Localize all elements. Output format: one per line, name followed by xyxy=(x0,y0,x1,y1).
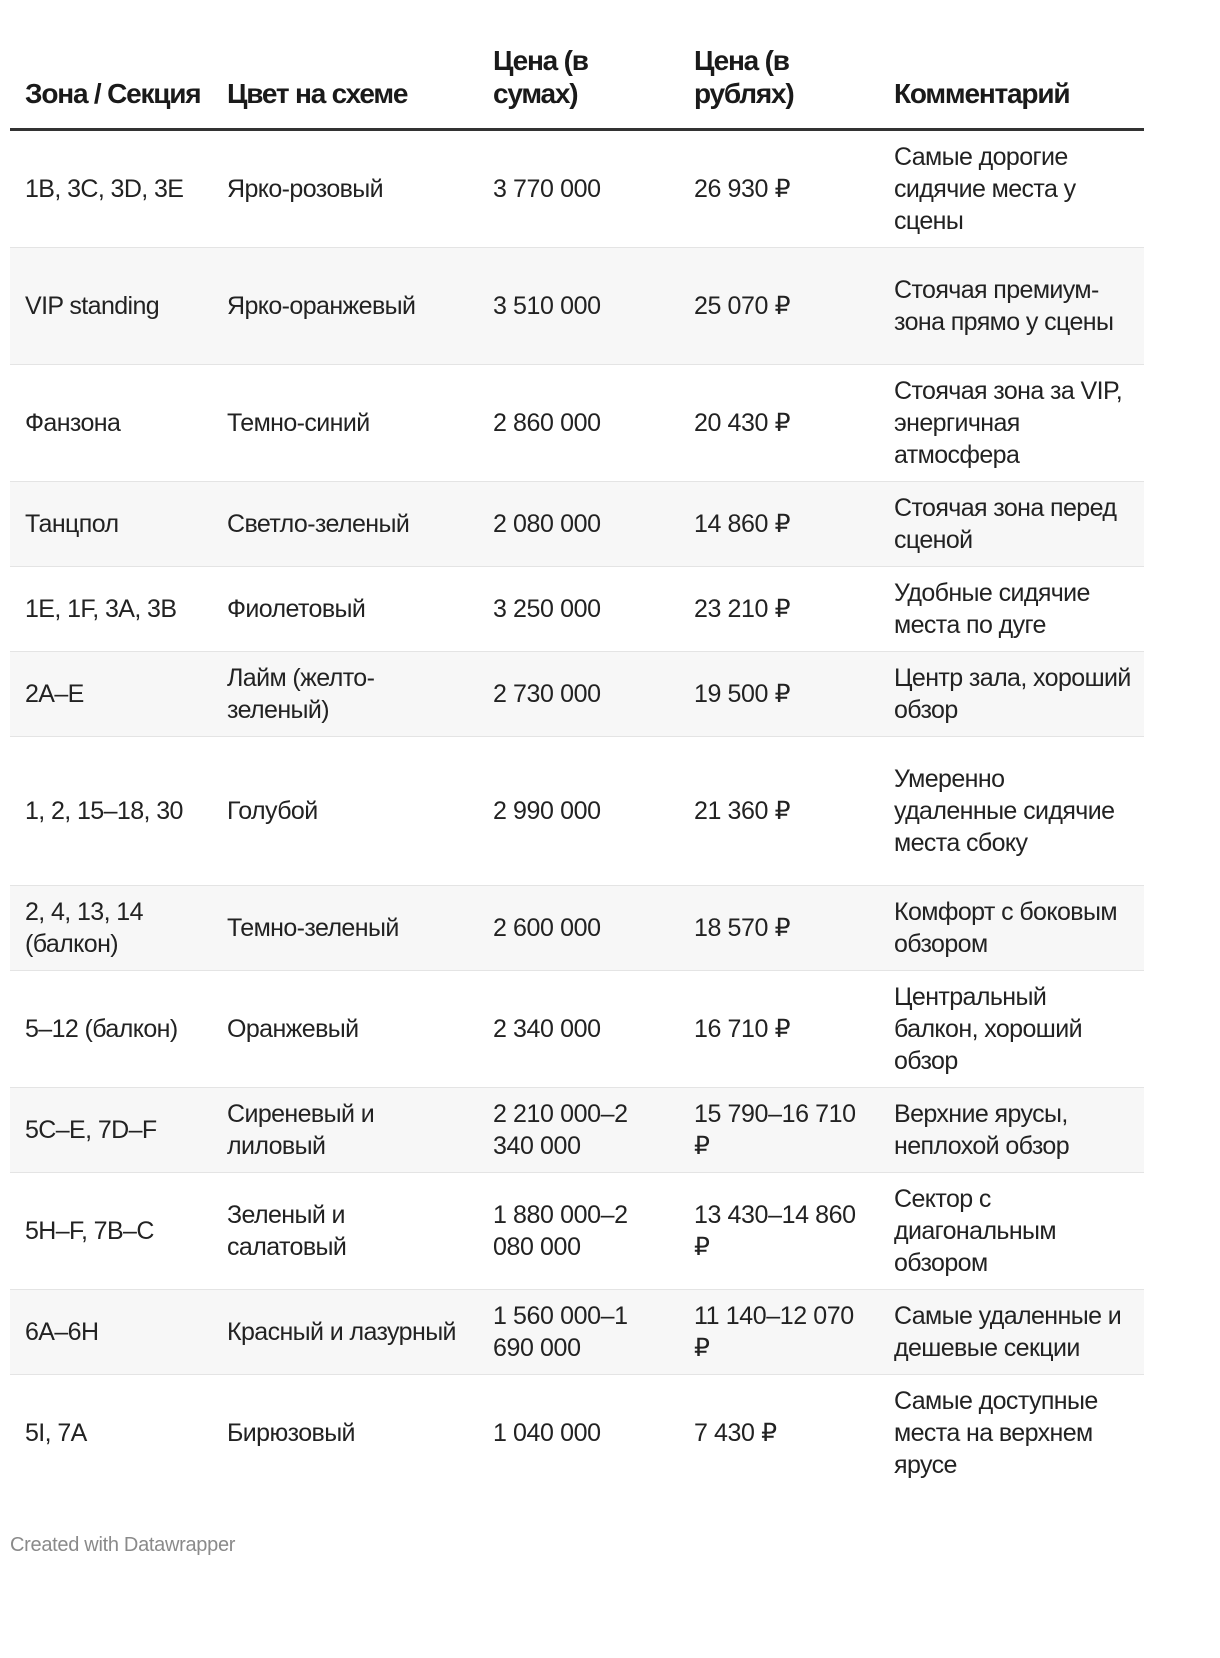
cell-price-rub: 18 570 ₽ xyxy=(679,886,879,971)
column-header-price-rub[interactable]: Цена (в рублях) xyxy=(679,0,879,130)
table-row xyxy=(10,971,1144,1088)
cell-zone: 6A–6H xyxy=(10,1290,212,1375)
cell-zone: 5C–E, 7D–F xyxy=(10,1088,212,1173)
cell-comment: Самые удаленные и дешевые секции xyxy=(879,1290,1144,1375)
cell-zone: 2, 4, 13, 14 (балкон) xyxy=(10,886,212,971)
cell-price-rub: 21 360 ₽ xyxy=(679,737,879,886)
cell-price-sum: 3 250 000 xyxy=(478,567,679,652)
cell-color: Фиолетовый xyxy=(212,567,478,652)
cell-comment: Сектор с диагональным обзором xyxy=(879,1173,1144,1290)
cell-color: Бирюзовый xyxy=(227,1419,355,1447)
table-row xyxy=(10,652,1144,737)
cell-color: Голубой xyxy=(212,737,478,886)
cell-comment: Стоячая премиум-зона прямо у сцены xyxy=(879,248,1144,365)
cell-price-rub: 25 070 ₽ xyxy=(679,248,879,365)
cell-zone: Танцпол xyxy=(10,482,212,567)
cell-comment: Стоячая зона перед сценой xyxy=(879,482,1144,567)
cell-color: Темно-синий xyxy=(212,365,478,482)
cell-comment: Удобные сидячие места по дуге xyxy=(879,567,1144,652)
cell-zone: VIP standing xyxy=(10,248,212,365)
cell-zone: 1E, 1F, 3A, 3B xyxy=(10,567,212,652)
cell-price-rub: 14 860 ₽ xyxy=(679,482,879,567)
cell-zone: Фанзона xyxy=(10,365,212,482)
cell-color: Сиреневый и лиловый xyxy=(212,1088,478,1173)
column-header-zone[interactable]: Зона / Секция xyxy=(10,0,212,130)
table-row xyxy=(10,737,1144,886)
cell-color: Зеленый и салатовый xyxy=(212,1173,478,1290)
column-header-color[interactable]: Цвет на схеме xyxy=(212,0,478,130)
cell-comment: Самые доступные места на верхнем ярусе xyxy=(894,1387,1098,1479)
cell-price-rub: 26 930 ₽ xyxy=(679,130,879,248)
cell-comment: Центральный балкон, хороший обзор xyxy=(879,971,1144,1088)
cell-price-rub: 7 430 ₽ xyxy=(694,1419,777,1447)
cell-price-rub: 19 500 ₽ xyxy=(679,652,879,737)
cell-price-sum: 2 080 000 xyxy=(478,482,679,567)
cell-color: Ярко-розовый xyxy=(212,130,478,248)
cell-price-sum: 1 040 000 xyxy=(493,1419,601,1447)
cell-price-sum: 2 340 000 xyxy=(478,971,679,1088)
cell-color: Темно-зеленый xyxy=(212,886,478,971)
cell-comment: Верхние ярусы, неплохой обзор xyxy=(879,1088,1144,1173)
cell-zone: 5H–F, 7B–C xyxy=(10,1173,212,1290)
cell-comment: Центр зала, хороший обзор xyxy=(879,652,1144,737)
table-row xyxy=(10,1375,1144,1492)
table-row xyxy=(10,248,1144,365)
cell-price-rub: 20 430 ₽ xyxy=(679,365,879,482)
datawrapper-credit[interactable]: Created with Datawrapper xyxy=(10,1534,236,1556)
table-header xyxy=(10,0,1144,130)
cell-price-sum: 3 510 000 xyxy=(478,248,679,365)
table-row xyxy=(10,567,1144,652)
cell-comment: Комфорт с боковым обзором xyxy=(879,886,1144,971)
header-row xyxy=(10,0,1144,130)
column-header-comment[interactable]: Комментарий xyxy=(879,0,1144,130)
cell-color: Оранжевый xyxy=(212,971,478,1088)
table-row xyxy=(10,482,1144,567)
cell-price-rub: 16 710 ₽ xyxy=(679,971,879,1088)
cell-zone: 5I, 7A xyxy=(25,1419,87,1447)
cell-zone: 1B, 3C, 3D, 3E xyxy=(10,130,212,248)
table-body xyxy=(10,130,1144,1492)
price-table xyxy=(10,0,1144,1491)
cell-price-rub: 23 210 ₽ xyxy=(679,567,879,652)
cell-color: Светло-зеленый xyxy=(212,482,478,567)
table-row xyxy=(10,130,1144,248)
table-row xyxy=(10,365,1144,482)
cell-comment: Самые дорогие сидячие места у сцены xyxy=(879,130,1144,248)
cell-comment: Умеренно удаленные сидячие места сбоку xyxy=(879,737,1144,886)
table-row xyxy=(10,1173,1144,1290)
table-row xyxy=(10,886,1144,971)
cell-price-rub: 15 790–16 710 ₽ xyxy=(679,1088,879,1173)
cell-zone: 5–12 (балкон) xyxy=(10,971,212,1088)
cell-price-sum: 3 770 000 xyxy=(478,130,679,248)
price-table-container xyxy=(10,0,1144,1491)
cell-price-sum: 2 990 000 xyxy=(478,737,679,886)
cell-price-rub: 11 140–12 070 ₽ xyxy=(679,1290,879,1375)
cell-price-sum: 1 880 000–2 080 000 xyxy=(478,1173,679,1290)
cell-color: Ярко-оранжевый xyxy=(212,248,478,365)
cell-price-sum: 1 560 000–1 690 000 xyxy=(478,1290,679,1375)
table-row xyxy=(10,1088,1144,1173)
table-row xyxy=(10,1290,1144,1375)
cell-price-sum: 2 600 000 xyxy=(478,886,679,971)
cell-comment: Стоячая зона за VIP, энергичная атмосфера xyxy=(879,365,1144,482)
cell-price-sum: 2 730 000 xyxy=(478,652,679,737)
cell-price-rub: 13 430–14 860 ₽ xyxy=(679,1173,879,1290)
cell-color: Красный и лазурный xyxy=(212,1290,478,1375)
cell-zone: 1, 2, 15–18, 30 xyxy=(10,737,212,886)
column-header-price-sum[interactable]: Цена (в сумах) xyxy=(478,0,679,130)
cell-price-sum: 2 210 000–2 340 000 xyxy=(478,1088,679,1173)
cell-price-sum: 2 860 000 xyxy=(478,365,679,482)
cell-zone: 2A–E xyxy=(10,652,212,737)
cell-color: Лайм (желто-зеленый) xyxy=(212,652,478,737)
